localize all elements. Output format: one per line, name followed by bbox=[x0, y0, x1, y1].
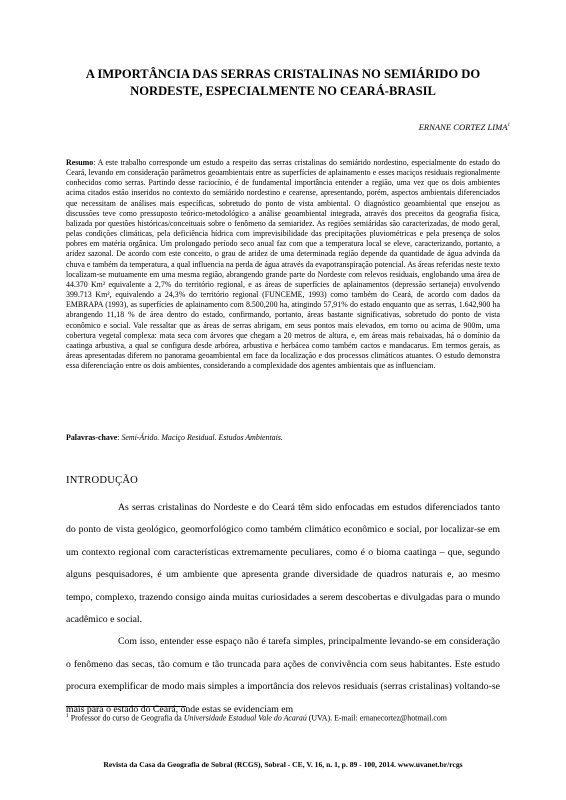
journal-footer: Revista da Casa da Geografia de Sobral (RCGS), Sobral - CE, V. 16, n. 1, p. 89 - 100, 2014. www.uvanet.br/rcgs bbox=[103, 760, 463, 769]
abstract-text: : A este trabalho corresponde um estudo a respeito das serras cristalinas do semiárido nordestino, especialmente do estado do Ceará, levando em consideração parâmetros geoambientais entre as superfícies de aplainamento e esses maciços residuais regionalmente conhecidos como serras. Partindo desse raciocínio, é de fundamental importância entender a região, uma vez que os dois ambientes acima citados estão inseridos no contexto do semiárido nordestino e cearense, apresentando, porém, aspectos ambientais diferenciados que necessitam de análises mais específicas, sobretudo do ponto de vista ambiental. O diagnóstico geoambiental que ensejou as discussões teve como pressuposto teórico-metodológico a análise geoambiental integrada, através dos preceitos da geografia física, balizada por questões históricas/conceituais sobre o fenômeno da semiaridez. As regiões semiáridas são caracterizadas, de modo geral, pelas condições climáticas, pela deficiência hídrica com imprevisibilidade das precipitações pluviométricas e pela presença de solos pobres em matéria orgânica. Um prolongado período seco anual faz com que a temperatura local se eleve, caracterizando, portanto, a aridez sazonal. De acordo com este conceito, o grau de aridez de uma determinada região depende da quantidade de água advinda da chuva e também da temperatura, a qual influencia na perda de água através da evapotranspiração potencial. As áreas referidas neste texto localizam-se mutuamente em uma mesma região, abrangendo grande parte do Nordeste com relevos residuais, englobando uma área de 44.370 Km² equivalente a 2,7% do território regional, e as áreas de superfícies de aplainamentos (depressão sertaneja) envolvendo 399.713 Km², equivalendo a 24,3% do território regional (FUNCEME, 1993) como também do Ceará, de acordo com dados da EMBRAPA (1993), as superfícies de aplainamento com 8.500,200 ha, atingindo 57,91% do estado enquanto que as serras, 1.642,900 ha abrangendo 11,18 % de área dentro do estado, confirmando, portanto, áreas bastante significativas, sobretudo do ponto de vista econômico e social. Vale ressaltar que as áreas de serras abrigam, em seus pontos mais elevados, em torno ou acima de 900m, uma cobertura vegetal complexa: mata seca com árvores que chegam a 20 metros de altura, e, em áreas mais rebaixadas, há o domínio da caatinga arbustiva, a qual se configura desde arbórea, arbustiva e herbácea como também cactos e mandacarus. Em termos gerais, as áreas apresentadas diferem no panorama geoambiental em face da localização e dos processos climáticos atuantes. O estudo demonstra essa diferenciação entre os dois ambientes, considerando a complexidade dos agentes ambientais que as influenciam. bbox=[66, 158, 500, 371]
footnote bbox=[66, 711, 500, 724]
paper-title: A IMPORTÂNCIA DAS SERRAS CRISTALINAS NO SEMIÁRIDO DO NORDESTE, ESPECIALMENTE NO CEARÁ-BRASIL bbox=[85, 67, 481, 98]
keywords-label: Palavras-chave bbox=[66, 433, 118, 442]
body-paragraph: As serras cristalinas do Nordeste e do Ceará têm sido enfocadas em estudos diferenciados tanto do ponto de vista geológico, geomorfológico como também climático econômico e social, por localizar-se em um contexto regional com características extremamente peculiares, como é o bioma caatinga – que, segundo alguns pesquisadores, é um ambiente que apresenta grande diversidade de quadros naturais e, ao mesmo tempo, complexo, trazendo consigo ainda muitas curiosidades a serem descobertas e divulgadas para o mundo acadêmico e social. bbox=[66, 502, 500, 626]
abstract bbox=[66, 158, 500, 371]
keywords-text: Semi-Árido. Maciço Residual. Estudos Ambientais. bbox=[121, 433, 283, 442]
footnote-mark: 1 bbox=[66, 713, 69, 719]
section-heading-introduction: INTRODUÇÃO bbox=[66, 475, 139, 486]
footnote-text-after: (UVA). E-mail: ernanecortez@hotmail.com bbox=[306, 713, 447, 723]
abstract-label: Resumo bbox=[66, 158, 94, 167]
keywords-separator: : bbox=[117, 433, 122, 442]
keywords bbox=[66, 433, 500, 442]
footnote-divider bbox=[66, 706, 186, 707]
author-name bbox=[419, 122, 510, 132]
body-paragraph: Com isso, entender esse espaço não é tarefa simples, principalmente levando-se em consideração o fenômeno das secas, tão comum e tão truncada para ações de convivência com seus habitantes. Este estudo procura exemplificar de modo mais simples a importância dos relevos residuais (serras cristalinas) voltando-se mais para o estado do Ceará, onde estas se evidenciam em bbox=[66, 636, 500, 715]
introduction-body bbox=[66, 497, 500, 721]
footnote-text-before: Professor do curso de Geografia da bbox=[68, 713, 184, 723]
footnote-institution: Universidade Estadual Vale do Acaraú bbox=[183, 713, 307, 723]
author-footnote-mark: 1 bbox=[507, 123, 510, 129]
author-name-text: ERNANE CORTEZ LIMA bbox=[418, 122, 508, 132]
